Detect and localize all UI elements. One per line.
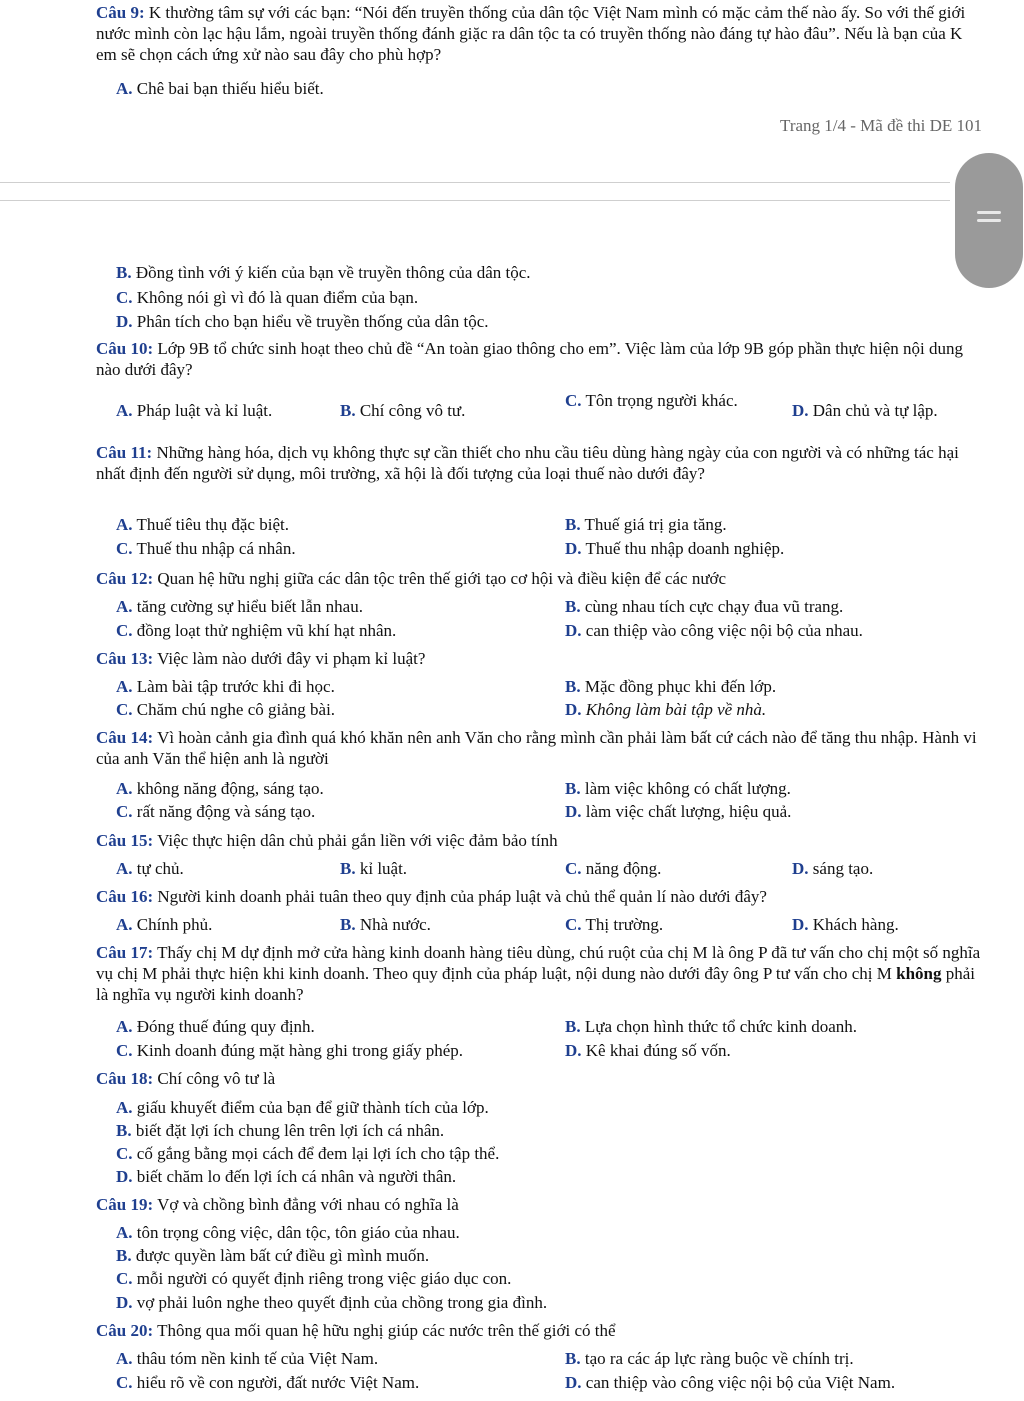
question-number: Câu 10: <box>96 339 154 358</box>
question-19 <box>96 1194 986 1215</box>
question-text: K thường tâm sự với các bạn: “Nói đến truyền thống của dân tộc Việt Nam mình có mặc cảm thế nào ấy. So với thế giới nước mình còn lạc hậu lắm, ngoài truyền thống đánh giặc ra dân tộc ta có truyền thống nào đáng tự hào đâu”. Nếu là bạn của K em sẽ chọn cách ứng xử nào sau đây cho phù hợp? <box>96 3 966 64</box>
question-15 <box>96 830 986 851</box>
option-a: A. thâu tóm nền kinh tế của Việt Nam. <box>116 1349 379 1368</box>
option-c: C. Chăm chú nghe cô giảng bài. <box>116 700 336 719</box>
question-text: Việc làm nào dưới đây vi phạm kỉ luật? <box>153 649 426 668</box>
question-text: Thông qua mối quan hệ hữu nghị giúp các nước trên thế giới có thể <box>153 1321 616 1340</box>
option-d: D. Kê khai đúng số vốn. <box>565 1041 731 1060</box>
question-16 <box>96 886 986 907</box>
option-d: D. Không làm bài tập về nhà. <box>565 700 767 719</box>
option-c: C. đồng loạt thử nghiệm vũ khí hạt nhân. <box>116 621 397 640</box>
option-d: D. can thiệp vào công việc nội bộ của Việt Nam. <box>565 1373 896 1392</box>
option-a: A. Thuế tiêu thụ đặc biệt. <box>116 515 289 534</box>
option-d: D. làm việc chất lượng, hiệu quả. <box>565 802 792 821</box>
page-footer: Trang 1/4 - Mã đề thi DE 101 <box>780 116 982 135</box>
question-13 <box>96 648 986 669</box>
option-b: B. Nhà nước. <box>340 915 431 934</box>
question-text: Việc thực hiện dân chủ phải gắn liền với việc đảm bảo tính <box>153 831 558 850</box>
question-18 <box>96 1068 986 1089</box>
option-a: A. tăng cường sự hiểu biết lẫn nhau. <box>116 597 363 616</box>
option-b: B. được quyền làm bất cứ điều gì mình muốn. <box>116 1246 430 1265</box>
question-number: Câu 11: <box>96 443 153 462</box>
question-number: Câu 20: <box>96 1321 154 1340</box>
emphasis-word: không <box>896 964 942 983</box>
grip-line <box>977 219 1001 222</box>
question-number: Câu 19: <box>96 1195 154 1214</box>
question-text: Vì hoàn cảnh gia đình quá khó khăn nên anh Văn cho rằng mình cần phải làm bất cứ cách nào để tăng thu nhập. Hành vi của anh Văn thể hiện anh là người <box>96 728 977 768</box>
question-text-end: phải là nghĩa vụ người kinh doanh? <box>96 964 976 1004</box>
option-c: C. cố gắng bằng mọi cách để đem lại lợi ích cho tập thể. <box>116 1144 500 1163</box>
option-d: D. vợ phải luôn nghe theo quyết định của chồng trong gia đình. <box>116 1293 548 1312</box>
page-divider <box>0 200 950 201</box>
option-c: C. Thuế thu nhập cá nhân. <box>116 539 296 558</box>
option-a: A. Làm bài tập trước khi đi học. <box>116 677 335 696</box>
option-c: C. năng động. <box>565 859 662 878</box>
question-10 <box>96 338 986 380</box>
question-20 <box>96 1320 986 1341</box>
option-b: B. biết đặt lợi ích chung lên trên lợi ích cá nhân. <box>116 1121 445 1140</box>
question-text: Chí công vô tư là <box>153 1069 276 1088</box>
option-a: A. giấu khuyết điểm của bạn để giữ thành tích của lớp. <box>116 1098 489 1117</box>
page-divider <box>0 182 950 183</box>
option-c: C. rất năng động và sáng tạo. <box>116 802 316 821</box>
question-number: Câu 14: <box>96 728 154 747</box>
question-number: Câu 18: <box>96 1069 154 1088</box>
option-c: C. hiểu rõ về con người, đất nước Việt Nam. <box>116 1373 420 1392</box>
option-b: B. Đồng tình với ý kiến của bạn về truyền thông của dân tộc. <box>116 263 531 282</box>
grip-line <box>977 211 1001 214</box>
option-a: A. Chê bai bạn thiếu hiểu biết. <box>116 79 324 98</box>
option-b: B. Chí công vô tư. <box>340 401 466 420</box>
option-b: B. cùng nhau tích cực chạy đua vũ trang. <box>565 597 844 616</box>
scrollbar-thumb[interactable] <box>955 153 1023 288</box>
option-b: B. kỉ luật. <box>340 859 408 878</box>
option-b: B. Mặc đồng phục khi đến lớp. <box>565 677 777 696</box>
option-d: D. can thiệp vào công việc nội bộ của nhau. <box>565 621 863 640</box>
question-14 <box>96 727 986 769</box>
question-17 <box>96 942 986 1005</box>
question-text: Quan hệ hữu nghị giữa các dân tộc trên thế giới tạo cơ hội và điều kiện để các nước <box>153 569 727 588</box>
question-number: Câu 15: <box>96 831 154 850</box>
option-b: B. Lựa chọn hình thức tổ chức kinh doanh. <box>565 1017 858 1036</box>
option-d: D. biết chăm lo đến lợi ích cá nhân và người thân. <box>116 1167 457 1186</box>
question-number: Câu 12: <box>96 569 154 588</box>
option-c: C. Không nói gì vì đó là quan điểm của bạn. <box>116 288 419 307</box>
option-d: D. Phân tích cho bạn hiểu về truyền thống của dân tộc. <box>116 312 489 331</box>
option-d: D. Dân chủ và tự lập. <box>792 401 938 420</box>
option-b: B. tạo ra các áp lực ràng buộc về chính trị. <box>565 1349 854 1368</box>
option-a: A. tự chủ. <box>116 859 184 878</box>
option-a: A. tôn trọng công việc, dân tộc, tôn giáo của nhau. <box>116 1223 460 1242</box>
option-b: B. làm việc không có chất lượng. <box>565 779 791 798</box>
question-number: Câu 13: <box>96 649 154 668</box>
question-11 <box>96 442 986 484</box>
option-a: A. Chính phủ. <box>116 915 213 934</box>
option-a: A. Pháp luật và kỉ luật. <box>116 401 273 420</box>
option-d: D. Khách hàng. <box>792 915 899 934</box>
option-d: D. sáng tạo. <box>792 859 874 878</box>
question-text: Lớp 9B tổ chức sinh hoạt theo chủ đề “An toàn giao thông cho em”. Việc làm của lớp 9B góp phần thực hiện nội dung nào dưới đây? <box>96 339 963 379</box>
question-number: Câu 17: <box>96 943 154 962</box>
question-text: Thấy chị M dự định mở cửa hàng kinh doanh hàng tiêu dùng, chú ruột của chị M là ông P đã tư vấn cho chị một số nghĩa vụ chị M phải thực hiện khi kinh doanh. Theo quy định của pháp luật, nội dung nào dưới đây ông P tư vấn cho chị M <box>96 943 981 983</box>
question-number: Câu 16: <box>96 887 154 906</box>
question-text: Những hàng hóa, dịch vụ không thực sự cần thiết cho nhu cầu tiêu dùng hàng ngày của con người và có những tác hại nhất định đến người sử dụng, môi trường, xã hội là đối tượng của loại thuế nào dưới đây? <box>96 443 959 483</box>
question-12 <box>96 568 986 589</box>
question-text: Vợ và chồng bình đẳng với nhau có nghĩa là <box>153 1195 459 1214</box>
option-c: C. Kinh doanh đúng mặt hàng ghi trong giấy phép. <box>116 1041 464 1060</box>
option-a: A. Đóng thuế đúng quy định. <box>116 1017 315 1036</box>
question-text: Người kinh doanh phải tuân theo quy định của pháp luật và chủ thể quản lí nào dưới đây? <box>153 887 767 906</box>
option-c: C. mỗi người có quyết định riêng trong việc giáo dục con. <box>116 1269 512 1288</box>
option-c: C. Thị trường. <box>565 915 664 934</box>
option-b: B. Thuế giá trị gia tăng. <box>565 515 727 534</box>
option-a: A. không năng động, sáng tạo. <box>116 779 324 798</box>
option-c: C. Tôn trọng người khác. <box>565 391 738 410</box>
question-number: Câu 9: <box>96 3 145 22</box>
question-9 <box>96 2 986 65</box>
option-d: D. Thuế thu nhập doanh nghiệp. <box>565 539 785 558</box>
